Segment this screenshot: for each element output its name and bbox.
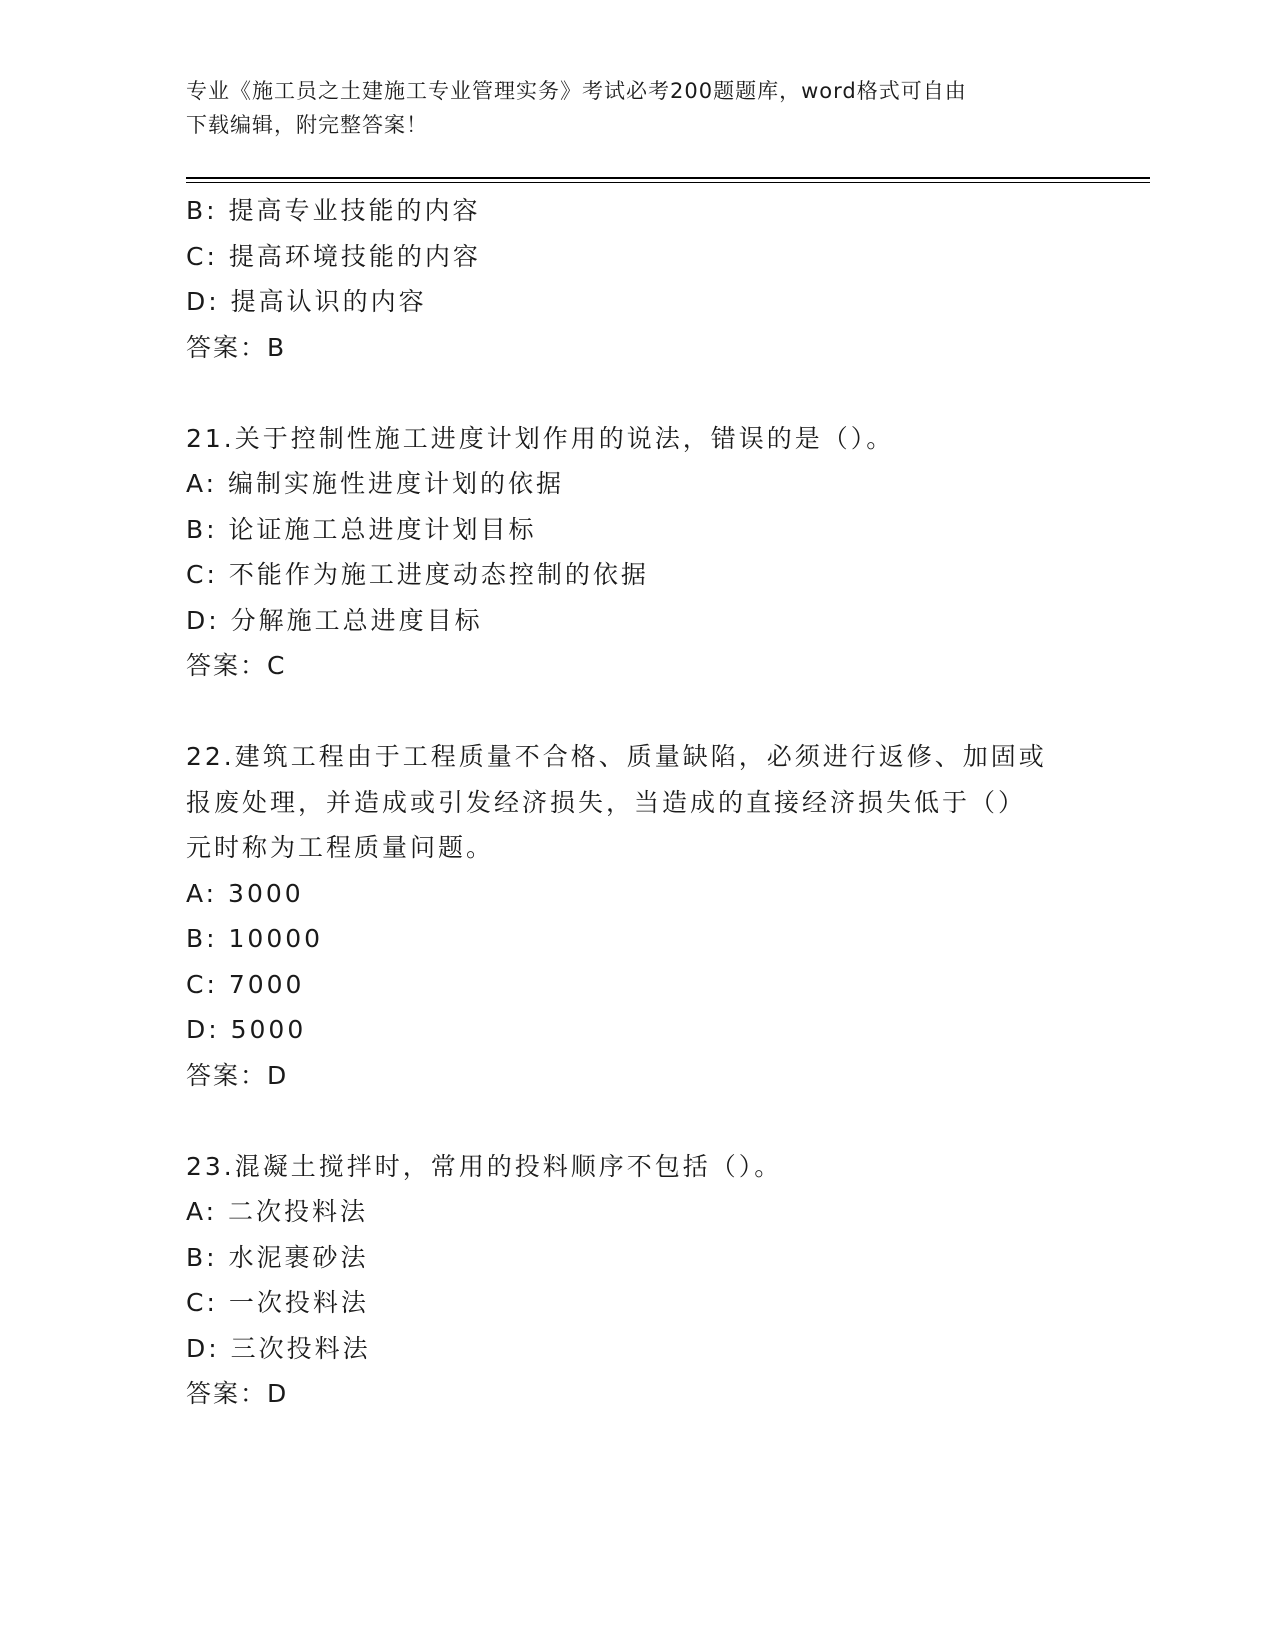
spacer [186, 689, 1086, 735]
question-stem-line-1: 22.建筑工程由于工程质量不合格、质量缺陷，必须进行返修、加固或 [186, 742, 1047, 771]
question-stem: 21.关于控制性施工进度计划作用的说法，错误的是（）。 [186, 423, 895, 453]
question-block-22 [186, 734, 1086, 1098]
option-d: D: 三次投料法 [186, 1333, 371, 1363]
option-b: B: 10000 [186, 924, 324, 953]
question-block-23 [186, 1144, 1086, 1417]
option-d: D: 分解施工总进度目标 [186, 605, 483, 635]
option-a: A: 编制实施性进度计划的依据 [186, 469, 565, 498]
option-b: B: 论证施工总进度计划目标 [186, 514, 537, 544]
header-divider-thin [186, 182, 1150, 183]
header-line-1: 专业《施工员之土建施工专业管理实务》考试必考200题题库，word格式可自由 [186, 79, 967, 103]
option-c: C: 不能作为施工进度动态控制的依据 [186, 560, 649, 589]
option-c: C: 提高环境技能的内容 [186, 241, 481, 271]
option-b: B: 水泥裹砂法 [186, 1242, 369, 1272]
option-a: A: 二次投料法 [186, 1197, 369, 1226]
question-block-20 [186, 188, 1086, 370]
spacer [186, 370, 1086, 416]
option-c: C: 7000 [186, 969, 305, 999]
answer-line: 答案：B [186, 332, 287, 362]
header-divider-thick [186, 177, 1150, 179]
header-line-2: 下载编辑，附完整答案！ [186, 113, 428, 137]
option-d: D: 5000 [186, 1015, 307, 1044]
answer-line: 答案：D [186, 1379, 289, 1408]
question-stem-line-2: 报废处理，并造成或引发经济损失，当造成的直接经济损失低于（） [186, 787, 1027, 817]
answer-line: 答案：D [186, 1060, 289, 1090]
question-block-21 [186, 416, 1086, 689]
option-b: B: 提高专业技能的内容 [186, 196, 481, 225]
question-stem: 23.混凝土搅拌时，常用的投料顺序不包括（）。 [186, 1151, 783, 1181]
question-list [186, 188, 1086, 1417]
option-d: D: 提高认识的内容 [186, 287, 427, 316]
document-header [186, 74, 1066, 142]
answer-line: 答案：C [186, 651, 287, 680]
question-stem-line-3: 元时称为工程质量问题。 [186, 833, 495, 862]
spacer [186, 1098, 1086, 1144]
option-a: A: 3000 [186, 878, 304, 908]
option-c: C: 一次投料法 [186, 1288, 369, 1317]
